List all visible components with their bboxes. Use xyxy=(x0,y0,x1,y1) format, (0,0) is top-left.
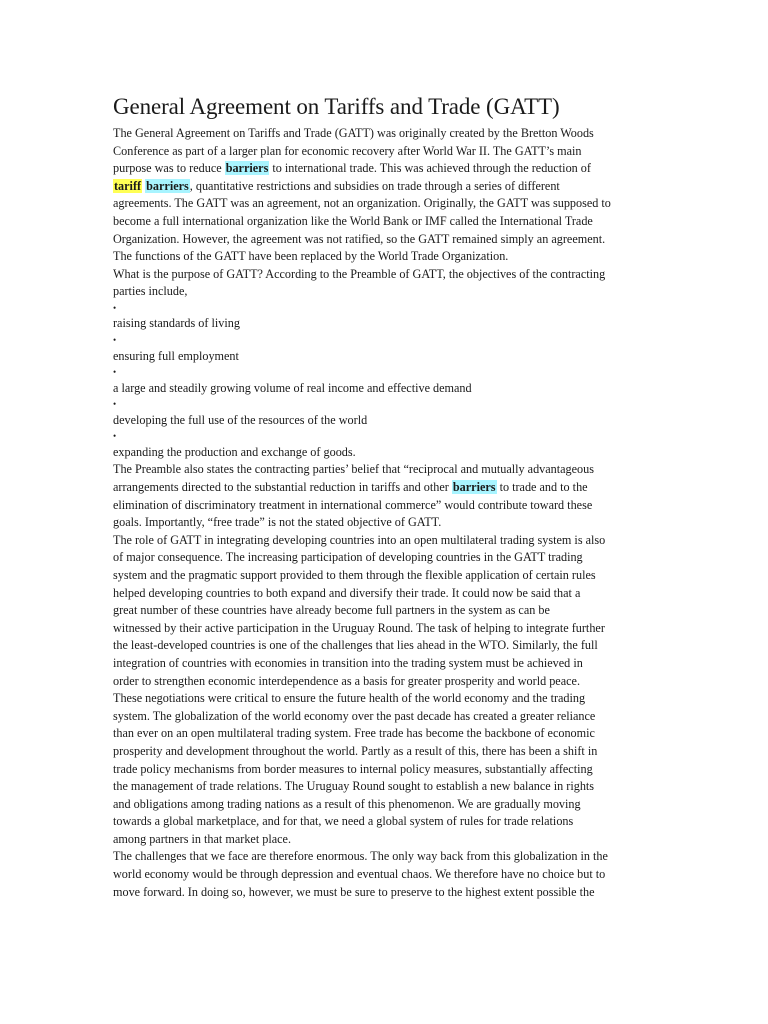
search-highlight-barriers: barriers xyxy=(225,161,269,176)
document-page xyxy=(113,93,633,901)
text-segment: purpose was to reduce xyxy=(113,161,225,176)
text-segment: , quantitative restrictions and subsidies on trade through a series of different xyxy=(189,178,560,193)
text-line: great number of these countries have already become full partners in the system as can be xyxy=(113,603,550,618)
text-line: The challenges that we face are therefore enormous. The only way back from this globalization in the xyxy=(113,849,608,864)
text-line: order to strengthen economic interdependence as a basis for greater prosperity and world peace. xyxy=(113,673,580,688)
text-line: goals. Importantly, “free trade” is not the stated objective of GATT. xyxy=(113,515,442,530)
text-line: integration of countries with economies in transition into the trading system must be achieved in xyxy=(113,655,583,670)
list-item: developing the full use of the resources of the world xyxy=(113,412,368,427)
challenges-paragraph xyxy=(113,848,633,901)
text-line xyxy=(113,178,633,196)
text-line: agreements. The GATT was an agreement, not an organization. Originally, the GATT was supposed to xyxy=(113,196,611,211)
role-paragraph xyxy=(113,532,633,849)
page-title: General Agreement on Tariffs and Trade (GATT) xyxy=(113,94,560,119)
search-highlight-barriers: barriers xyxy=(146,178,189,193)
text-line: move forward. In doing so, however, we must be sure to preserve to the highest extent possible the xyxy=(113,884,595,899)
text-line: elimination of discriminatory treatment in international commerce” would contribute toward these xyxy=(113,497,593,512)
text-line: parties include, xyxy=(113,284,188,299)
text-line: the management of trade relations. The Uruguay Round sought to establish a new balance in rights xyxy=(113,779,595,794)
bullet-marker: • xyxy=(113,431,117,442)
search-highlight-barriers: barriers xyxy=(452,480,496,494)
text-segment: arrangements directed to the substantial reduction in tariffs and other xyxy=(113,480,452,494)
text-line: Organization. However, the agreement was not ratified, so the GATT remained simply an agreement. xyxy=(113,231,606,246)
text-line: The General Agreement on Tariffs and Trade (GATT) was originally created by the Bretton Woods xyxy=(113,126,594,140)
list-item: ensuring full employment xyxy=(113,348,239,363)
text-line: helped developing countries to both expand and diversify their trade. It could now be said that a xyxy=(113,585,581,600)
text-line: than ever on an open multilateral trading system. Free trade has become the backbone of economic xyxy=(113,726,595,741)
text-segment: to international trade. This was achieved through the reduction of xyxy=(269,161,591,176)
text-line: towards a global marketplace, and for that, we need a global system of rules for trade relations xyxy=(113,814,574,829)
bullet-marker: • xyxy=(113,399,117,410)
list-item: raising standards of living xyxy=(113,316,240,331)
text-line: of major consequence. The increasing participation of developing countries in the GATT trading xyxy=(113,550,583,565)
text-line: What is the purpose of GATT? According to the Preamble of GATT, the objectives of the contracting xyxy=(113,266,606,281)
text-line: among partners in that market place. xyxy=(113,831,292,846)
text-line: The role of GATT in integrating developing countries into an open multilateral trading system is also xyxy=(113,532,606,547)
text-line: system and the pragmatic support provided to them through the flexible application of certain rules xyxy=(113,567,596,582)
text-line: witnessed by their active participation in the Uruguay Round. The task of helping to integrate further xyxy=(113,620,605,635)
text-line: The functions of the GATT have been replaced by the World Trade Organization. xyxy=(113,249,509,264)
objectives-list xyxy=(113,301,633,461)
search-highlight-tariff: tariff xyxy=(114,178,142,193)
text-line: The Preamble also states the contracting parties’ belief that “reciprocal and mutually advantageous xyxy=(113,462,594,477)
text-line: world economy would be through depression and eventual chaos. We therefore have no choice but to xyxy=(113,867,606,882)
bullet-marker: • xyxy=(113,335,117,346)
list-item: a large and steadily growing volume of real income and effective demand xyxy=(113,380,472,395)
text-line: These negotiations were critical to ensure the future health of the world economy and the trading xyxy=(113,691,586,706)
text-segment: to trade and to the xyxy=(496,480,588,494)
text-line: become a full international organization like the World Bank or IMF called the International Trade xyxy=(113,213,593,228)
text-line: and obligations among trading nations as a result of this phenomenon. We are gradually moving xyxy=(113,796,581,811)
intro-paragraph xyxy=(113,125,633,301)
bullet-marker: • xyxy=(113,367,117,378)
text-line: prosperity and development throughout the world. Partly as a result of this, there has been a shift in xyxy=(113,743,598,758)
text-line: system. The globalization of the world economy over the past decade has created a greater reliance xyxy=(113,708,596,723)
text-line: Conference as part of a larger plan for economic recovery after World War II. The GATT’s main xyxy=(113,143,582,158)
preamble-paragraph xyxy=(113,461,633,531)
list-item: expanding the production and exchange of goods. xyxy=(113,444,356,459)
text-line: trade policy mechanisms from border measures to internal policy measures, substantially affecting xyxy=(113,761,593,776)
text-line xyxy=(113,160,633,178)
bullet-marker: • xyxy=(113,302,117,313)
text-line xyxy=(113,479,633,497)
text-line: the least-developed countries is one of the challenges that lies ahead in the WTO. Similarly, the full xyxy=(113,638,598,653)
